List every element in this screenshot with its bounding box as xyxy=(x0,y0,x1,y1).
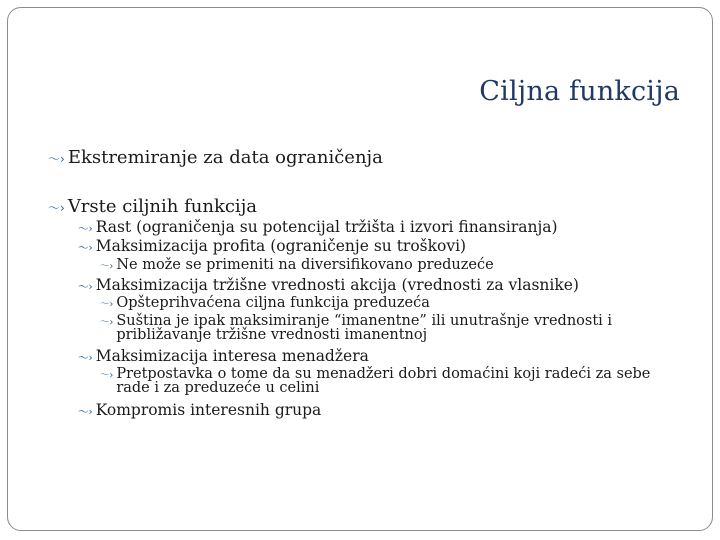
bullet-item: 〜› Maksimizacija tržišne vrednosti akcija (vrednosti za vlasnike) xyxy=(78,276,579,294)
bullet-item: 〜› Ne može se primeniti na diversifikovano preduzeće xyxy=(100,257,494,273)
bullet-item: 〜› Rast (ograničenja su potencijal tržišta i izvori finansiranja) xyxy=(78,218,558,236)
wave-arrow-bullet-icon: 〜› xyxy=(78,406,93,418)
bullet-item: 〜› Maksimizacija interesa menadžera xyxy=(78,347,369,365)
bullet-item: 〜› Ekstremiranje za data ograničenja xyxy=(48,147,383,168)
wave-arrow-bullet-icon: 〜› xyxy=(48,152,65,166)
wave-arrow-bullet-icon: 〜› xyxy=(100,317,114,328)
bullet-item: 〜› Kompromis interesnih grupa xyxy=(78,401,322,419)
slide-title: Ciljna funkcija xyxy=(479,76,680,107)
bullet-item: 〜› Maksimizacija profita (ograničenje su troškovi) xyxy=(78,237,467,255)
wave-arrow-bullet-icon: 〜› xyxy=(100,370,114,381)
wave-arrow-bullet-icon: 〜› xyxy=(78,281,93,293)
bullet-item: 〜› Pretpostavka o tome da su menadžeri dobri domaćini koji radeći za sebe rade i za preduzeće u celini xyxy=(100,366,651,396)
wave-arrow-bullet-icon: 〜› xyxy=(78,352,93,364)
bullet-item: 〜› Opšteprihvaćena ciljna funkcija preduzeća xyxy=(100,295,430,311)
bullet-item: 〜› Vrste ciljnih funkcija xyxy=(48,196,258,217)
wave-arrow-bullet-icon: 〜› xyxy=(78,223,93,235)
wave-arrow-bullet-icon: 〜› xyxy=(78,242,93,254)
bullet-item: 〜› Suština je ipak maksimiranje “imanentne” ili unutrašnje vrednosti i približavanje tržišne vrednosti imanentnoj xyxy=(100,313,613,343)
wave-arrow-bullet-icon: 〜› xyxy=(100,299,114,310)
wave-arrow-bullet-icon: 〜› xyxy=(100,261,114,272)
wave-arrow-bullet-icon: 〜› xyxy=(48,201,65,215)
